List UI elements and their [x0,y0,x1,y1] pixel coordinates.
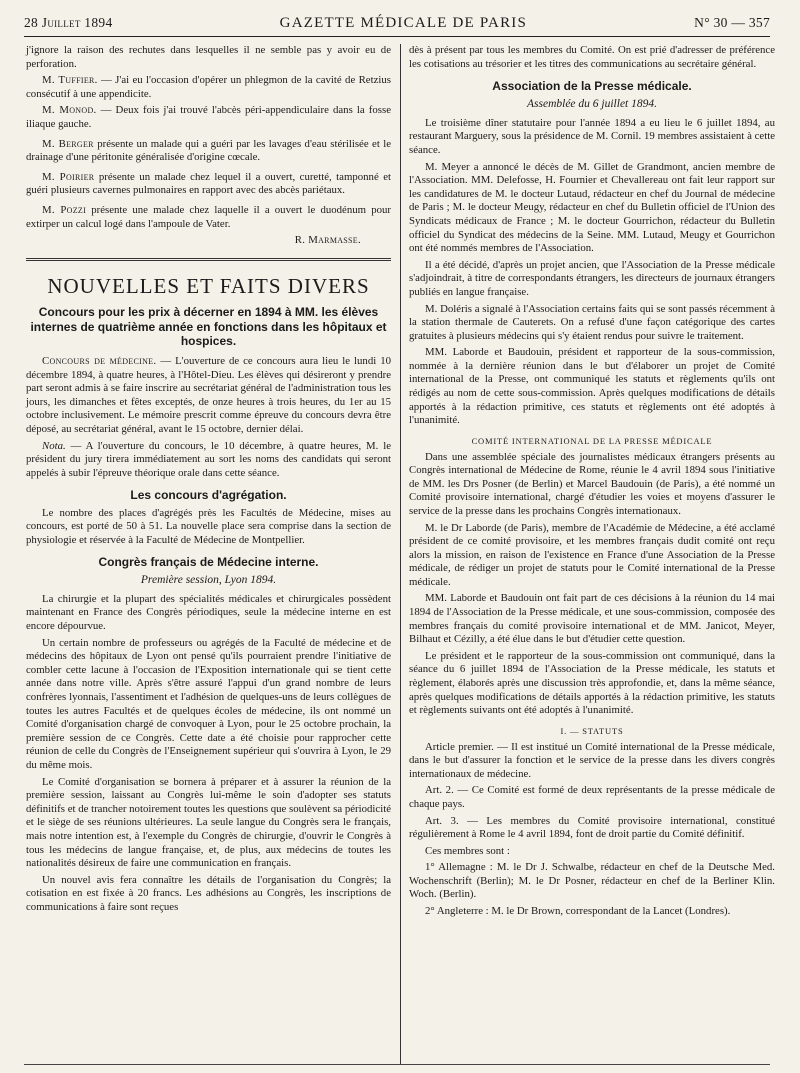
paragraph: Article premier. — Il est institué un Comité international de la Presse médicale, dans le but d'assurer la fonction et le service de la presse dans les divers congrès internationaux de médecine. [409,740,775,780]
paragraph-lead: Concours de médecine. [42,355,157,368]
paragraph [26,138,391,165]
paragraph: Le président et le rapporteur de la sous-commission ont communiqué, dans la séance du 6 juillet 1894 de l'Association de la Presse médicale, les statuts et règlement, élaborés après une discussion très approfondie, et, dans la même séance, après quelques modifications de détails apportés à la rédaction primitive, les statuts et règlements suivants ont été adoptés à l'unanimité. [409,649,775,717]
paragraph: Concours de médecine. — L'ouverture de ce concours aura lieu le lundi 10 décembre 1894, à quatre heures, à l'Hôtel-Dieu. Les élèves qui désireront y prendre part seront admis à se faire inscrire au secrétariat général de l'administration tous les jours, les dimanches et fêtes exceptés, de onze heures à trois heures, du 1er au 15 octobre inclusivement. Le mémoire prescrit comme épreuve du concours devra être déposé, au secrétariat général, avant le 15 octobre, dernier délai. [26,355,391,436]
speaker-text: présente un malade qui a guéri par les lavages d'eau stérilisée et le drainage d'une péritonite généralisée d'origine cœcale. [26,137,391,164]
paragraph-lead: Nota. [42,439,66,452]
signature: R. Marmasse. [294,234,361,247]
speaker-text: présente une malade chez laquelle il a ouvert le duodénum pour extirper un calcul logé dans l'ampoule de Vater. [26,203,391,230]
paragraph: Il a été décidé, d'après un projet ancien, que l'Association de la Presse médicale s'adjoindrait, à titre de correspondants étrangers, les directeurs de journaux étrangers publiés en langue française. [409,258,775,298]
paragraph: La chirurgie et la plupart des spécialités médicales et chirurgicales possèdent maintenant en France des Congrès périodiques, seule la médecine interne en est encore dépourvue. [26,592,391,633]
speaker-name: M. Pozzi [42,203,87,216]
paragraph: 1° Allemagne : M. le Dr J. Schwalbe, rédacteur en chef de la Deutsche Med. Wochenschrift (Berlin); M. le Dr Posner, rédacteur en chef de la Berliner Klin. Woch. (Berlin). [409,861,775,901]
paragraph: M. Doléris a signalé à l'Association certains faits qui se sont passés récemment à la station thermale de Cauterets. On a refusé d'une façon catégorique des cartes gratuites à plusieurs médecins qui s'y étaient rendus pour suivre le traitement. [409,302,775,342]
paragraph: Ces membres sont : [425,844,510,857]
speaker-text: — J'ai eu l'occasion d'opérer un phlegmon de la cavité de Retzius consécutif à une appendicite. [26,74,391,100]
speaker-text: — Deux fois j'ai trouvé l'abcès péri-appendiculaire dans la fosse iliaque gauche. [26,104,391,130]
page-header [24,10,770,37]
paragraph: M. Meyer a annoncé le décès de M. Gillet de Grandmont, ancien membre de l'Association. MM. Delefosse, H. Fournier et Chevallereau ont fait leur rapport sur les candidatures de M. le docteur Lutaud, rédacteur en chef du Journal de médecine de Paris ; M. le docteur Meugy, rédacteur en chef du Bulletin officiel de l'Union des Syndicats médicaux de France ; M. le docteur Gourrichon, rédacteur du Bulletin officiel du Syndicat des médecins de la Seine. MM. Lutaud, Meugy et Gourrichon ont été nommés membres de l'Association. [409,160,775,255]
paragraph: Art. 2. — Ce Comité est formé de deux représentants de la presse médicale de chaque pays. [409,784,775,810]
article-heading: Congrès français de Médecine interne. [98,555,319,570]
article-heading: COMITÉ INTERNATIONAL DE LA PRESSE MÉDICALE [471,435,713,446]
paragraph: Nota. — A l'ouverture du concours, le 10 décembre, à quatre heures, M. le président du jury tirera immédiatement au sort les noms des candidats qui seront appelés à subir l'épreuve théorique orale dans cette séance. [26,439,391,479]
speaker-text: présente un malade chez lequel il a ouvert, curetté, tamponné et guéri plusieurs cavernes pulmonaires en rapport avec des abcès pariétaux. [26,170,391,197]
paragraph: j'ignore la raison des rechutes dans lesquelles il ne semble pas y avoir eu de perforation. [26,44,391,70]
column-divider [400,44,401,1064]
right-column [409,44,775,922]
section-title: NOUVELLES ET FAITS DIVERS [47,273,370,298]
speaker-name: M. Berger [42,137,94,150]
article-heading: Les concours d'agrégation. [130,488,287,503]
paragraph: Le Comité d'organisation se bornera à préparer et à assurer la réunion de la première session, laissant au Congrès lui-même le soin d'adopter ses statuts définitifs et de trancher notoirement toutes les questions que soulèvent sa périodicité et le siège de ses réunions ultérieures. La seule langue du Congrès sera le français, mais notre intention est, à l'exemple du Congrès de chirurgie, d'ouvrir le Congrès à tous les médecins de langue française, et, de plus, aux médecins de toutes les nationalités désireux de faire une communication en français. [26,775,391,870]
paragraph [26,104,391,131]
header-date: 28 Juillet 1894 [24,15,113,30]
speaker-name: M. Poirier [42,170,95,183]
paragraph: MM. Laborde et Baudouin ont fait part de ces décisions à la réunion du 14 mai 1894 de l'Association de la Presse médicale, et une sous-commission, composée des membres français du comité provisoire international et de MM. Janicot, Meyer, Bilhaut et Cézilly, a été élue dans le but d'étudier cette question. [409,592,775,646]
paragraph: Le troisième dîner statutaire pour l'année 1894 a eu lieu le 6 juillet 1894, au restaurant Marguery, sous la présidence de M. Cornil. 19 membres assistaient à cette séance. [409,116,775,156]
article-subheading: Assemblée du 6 juillet 1894. [527,98,657,111]
paragraph: Un certain nombre de professeurs ou agrégés de la Faculté de médecine et de médecins des hôpitaux de Lyon ont pensé qu'ils pourraient prendre l'initiative de combler cette lacune à l'occasion de l'Exposition internationale qui se tient cette année dans notre ville. Après s'être assuré l'appui d'un grand nombre de leurs confrères lyonnais, l'assentiment et l'adhésion de quelques-uns de leurs collègues de toutes les autres Facultés et de quelques écoles de médecine, ils ont nommé un Comité d'organisation chargé de convoquer à Lyon, pour le 25 octobre prochain, la première session de ce Congrès. Cette date a été choisie pour rapprocher cette réunion de celle du Congrès de l'Enseignement supérieur qui s'ouvrira à Lyon, le 29 du même mois. [26,636,391,771]
paragraph: Un nouvel avis fera connaître les détails de l'organisation du Congrès; la cotisation en est fixée à 20 francs. Les adhésions au Congrès, les inscriptions de communications à faire sont reçues [26,873,391,913]
paragraph: 2° Angleterre : M. le Dr Brown, correspondant de la Lancet (Londres). [425,905,731,918]
speaker-name: M. Tuffier. [42,74,98,87]
left-column [26,44,391,918]
paragraph: Dans une assemblée spéciale des journalistes médicaux étrangers présents au Congrès international de Médecine de Rome, réunie le 4 avril 1894 sous l'initiative de MM. les Drs Posner (de Berlin) et Marcel Baudouin (de Paris), a été nommé un Comité provisoire international, chargé d'étudier les voies et moyens d'assurer le service de la presse dans les prochains Congrès internationaux. [409,450,775,517]
article-heading: I. — STATUTS [560,725,624,736]
paragraph: M. le Dr Laborde (de Paris), membre de l'Académie de Médecine, a été acclamé président de ce comité provisoire, et les membres français dudit comité ont reçu alors la mission, en raison de l'existence en France d'une Association de la Presse médicale, de rédiger un projet de statuts pour le Comité international de la Presse médicale. [409,521,775,588]
speaker-name: M. Monod. [42,104,97,117]
paragraph: dès à présent par tous les membres du Comité. On est prié d'adresser de préférence les cotisations au trésorier et les titres des communications au secrétaire général. [409,44,775,70]
paragraph: Le nombre des places d'agrégés près les Facultés de Médecine, mises au concours, est porté de 50 à 51. La nouvelle place sera comprise dans la section de physiologie et réservée à la Faculté de Médecine de Montpellier. [26,506,391,546]
paragraph [26,74,391,101]
article-heading: Association de la Presse médicale. [492,79,692,94]
article-subheading: Première session, Lyon 1894. [140,574,277,587]
header-title: GAZETTE MÉDICALE DE PARIS [279,14,528,31]
header-page-number: N° 30 — 357 [694,15,770,30]
article-heading: Concours pour les prix à décerner en 1894 à MM. les élèves internes de quatrième année en fonctions dans les hôpitaux et hospices. [30,305,387,349]
section-divider [26,258,391,261]
bottom-rule [24,1064,770,1065]
paragraph [26,204,391,231]
paragraph: MM. Laborde et Baudouin, président et rapporteur de la sous-commission, nommée à la dernière réunion dans le but d'élaborer un projet de Comité international de la Presse, ont communiqué les statuts et règlements qu'ils ont rédigés au nom de cette sous-commission. Après quelques modifications de détails apportés à la rédaction primitive, ces statuts et règlements ont été adoptés à l'unanimité. [409,346,775,427]
paragraph: Art. 3. — Les membres du Comité provisoire international, constitué régulièrement à Rome le 4 avril 1894, font de droit partie du Comité définitif. [409,814,775,841]
paragraph [26,171,391,198]
